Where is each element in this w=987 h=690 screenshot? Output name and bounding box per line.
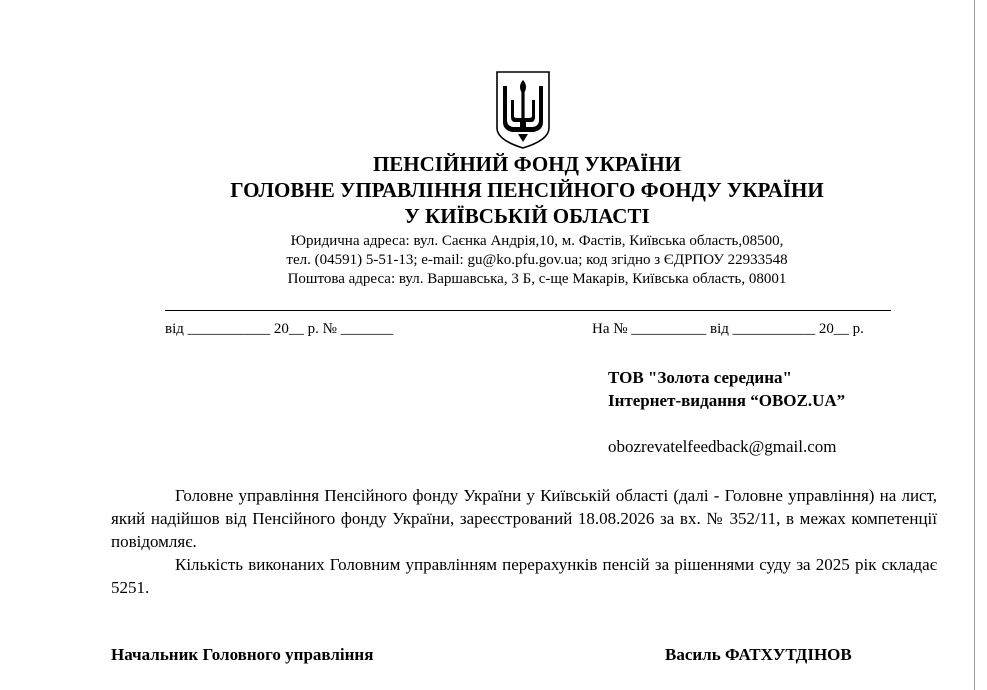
org-name-line-2: ГОЛОВНЕ УПРАВЛІННЯ ПЕНСІЙНОГО ФОНДУ УКРАЇНИ bbox=[230, 178, 824, 202]
signatory-name: Василь ФАТХУТДІНОВ bbox=[665, 645, 852, 664]
postal-address: Поштова адреса: вул. Варшавська, 3 Б, с-ще Макарів, Київська область, 08001 bbox=[287, 271, 787, 287]
contacts: тел. (04591) 5-51-13; e-mail: gu@ko.pfu.gov.ua; код згідно з ЄДРПОУ 22933548 bbox=[286, 252, 788, 268]
coat-of-arms-trident-icon bbox=[494, 70, 552, 150]
outgoing-reference: від ___________ 20__ р. № _______ bbox=[165, 321, 394, 337]
org-name-line-1: ПЕНСІЙНИЙ ФОНД УКРАЇНИ bbox=[372, 152, 682, 176]
body-paragraph: Кількість виконаних Головним управлінням перерахунків пенсій за рішеннями суду за 2025 рік складає 5251. bbox=[111, 555, 937, 597]
letter-body bbox=[111, 484, 937, 599]
body-paragraph: Головне управління Пенсійного фонду України у Київській області (далі - Головне управління) на лист, який надійшов від Пенсійного фонду України, зареєстрований 18.08.2026 за вх. № 352/11, в межах компетенції повідомляє. bbox=[111, 486, 937, 551]
header-divider bbox=[165, 310, 891, 311]
recipient-email: obozrevatelfeedback@gmail.com bbox=[608, 437, 837, 456]
signatory-position: Начальник Головного управління bbox=[111, 645, 374, 664]
org-name-line-3: У КИЇВСЬКІЙ ОБЛАСТІ bbox=[404, 204, 650, 228]
legal-address: Юридична адреса: вул. Саєнка Андрія,10, м. Фастів, Київська область,08500, bbox=[290, 233, 784, 249]
recipient-outlet: Інтернет-видання “OBOZ.UA” bbox=[608, 391, 846, 410]
incoming-reference: На № __________ від ___________ 20__ р. bbox=[592, 321, 864, 337]
recipient-company: ТОВ "Золота середина" bbox=[608, 368, 792, 387]
page-edge-divider bbox=[974, 0, 975, 690]
